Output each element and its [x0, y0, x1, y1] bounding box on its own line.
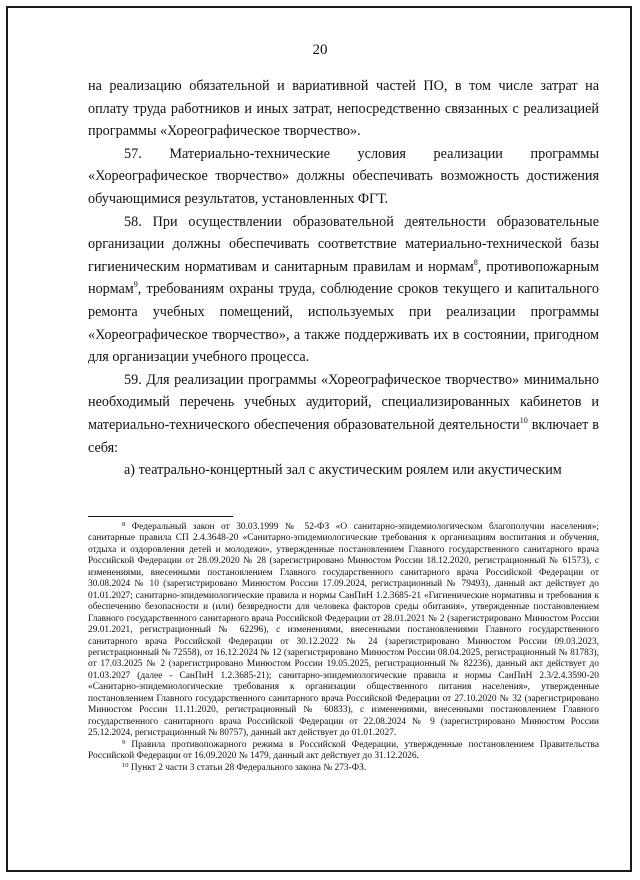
paragraph-58-text-a: 58. При осуществлении образовательной деятельности образовательные организации должны обеспечивать соответствие материально-технической базы гигиеническим нормативам и санитарным правилам и нормам — [88, 213, 599, 275]
footnote-ref-8: 8 — [473, 257, 478, 267]
paragraph-59-text-a: 59. Для реализации программы «Хореографическое творчество» минимально необходимый перечень учебных аудиторий, специализированных кабинетов и материально-технического обеспечения образовательной деятельности — [88, 371, 599, 433]
footnote-ref-10: 10 — [519, 415, 528, 425]
paragraph-59 — [88, 369, 599, 459]
paragraph-58-text-b: , противопожарным нормам — [88, 258, 599, 298]
paragraph-continuation: на реализацию обязательной и вариативной частей ПО, в том числе затрат на оплату труда работников и иных затрат, непосредственно связанных с реализацией программы «Хореографическое творчество». — [88, 78, 599, 140]
footnote-separator — [88, 516, 233, 517]
footnote-8-mark: 8 — [122, 521, 126, 528]
paragraph-57: 57. Материально-технические условия реализации программы «Хореографическое творчество» должны обеспечивать возможность достижения обучающимися результатов, установленных ФГТ. — [88, 145, 599, 207]
paragraph-58 — [88, 211, 599, 369]
footnote-8 — [88, 522, 599, 740]
footnote-9-text: Правила противопожарного режима в Российской Федерации, утвержденные постановлением Правительства Российской Федерации от 16.09.2020 № 1479, данный акт действует до 31.12.2026. — [88, 739, 599, 762]
footnote-10-text: Пункт 2 части 3 статьи 28 Федерального закона № 273-ФЗ. — [128, 762, 367, 773]
paragraph-59-text-b: включает в себя: — [88, 416, 600, 456]
footnote-8-text: Федеральный закон от 30.03.1999 № 52-ФЗ «О санитарно-эпидемиологическом благополучии населения»; санитарные правила СП 2.4.3648-20 «Санитарно-эпидемиологические требования к организациям воспитания и обучения, отдыха и оздоровления детей и молодежи», утвержденные постановлением Главного государственного санитарного врача Российской Федерации от 28.09.2020 № 28 (зарегистрировано Минюстом России 18.12.2020, регистрационный № 61573), с изменениями, внесенными постановлением Главного государственного санитарного врача Российской Федерации от 30.08.2024 № 10 (зарегистрировано Минюстом России 17.09.2024, регистрационный № 79493), данный акт действует до 01.01.2027; санитарно-эпидемиологические правила и нормы СанПиН 1.2.3685-21 «Гигиенические нормативы и требования к обеспечению безопасности и (или) безвредности для человека факторов среды обитания», утвержденные постановлением Главного государственного санитарного врача Российской Федерации от 28.01.2021 № 2 (зарегистрировано Минюстом России 29.01.2021, регистрационный № 62296), с изменениями, внесенными постановлениями Главного государственного санитарного врача Российской Федерации от 30.12.2022 № 24 (зарегистрировано Минюстом России 09.03.2023, регистрационный № 72558), от 16.12.2024 № 12 (зарегистрировано Минюстом России 08.04.2025, регистрационный № 81783), от 17.03.2025 № 2 (зарегистрировано Минюстом России 19.05.2025, регистрационный № 82236), данный акт действует до 01.03.2027 (далее - СанПиН 1.2.3685-21); санитарно-эпидемиологические правила и нормы СанПиН 2.3/2.4.3590-20 «Санитарно-эпидемиологические требования к организации общественного питания населения», утвержденные постановлением Главного государственного санитарного врача Российской Федерации от 27.10.2020 № 32 (зарегистрировано Минюстом России 11.11.2020, регистрационный № 60833), с изменениями, внесенными постановлением Главного государственного санитарного врача Российской Федерации от 22.08.2024 № 9 (зарегистрировано Минюстом России 25.12.2024, регистрационный № 80757), данный акт действует до 01.01.2027. — [88, 522, 599, 739]
document-body — [88, 75, 599, 482]
paragraph-58-text-c: , требованиям охраны труда, соблюдение сроков текущего и капитального ремонта учебных помещений, используемых при реализации программы «Хореографическое творчество», а также поддерживать их в состоянии, пригодном для организации учебного процесса. — [88, 281, 599, 366]
footnote-ref-9: 9 — [133, 280, 138, 290]
footnote-9 — [88, 740, 599, 763]
list-item-a: а) театрально-концертный зал с акустическим роялем или акустическим — [124, 462, 562, 479]
footnote-10-mark: 10 — [122, 761, 129, 769]
footnote-10 — [88, 763, 599, 774]
page-number: 20 — [312, 42, 328, 58]
footnote-9-mark: 9 — [122, 738, 126, 746]
footnotes — [88, 522, 599, 774]
